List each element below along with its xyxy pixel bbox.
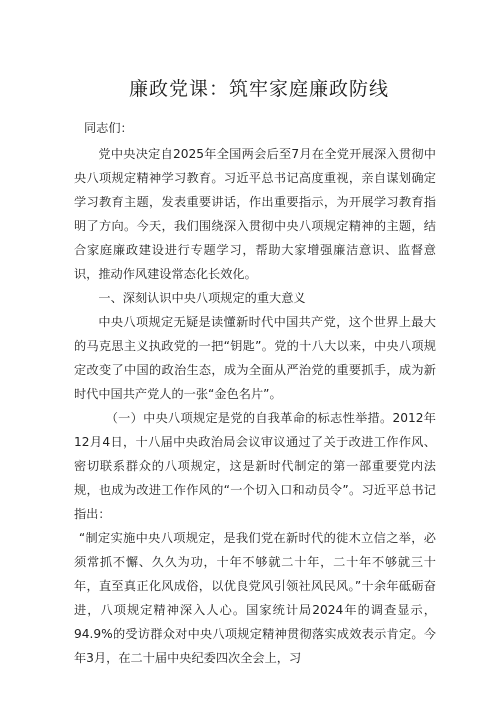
paragraph-quote: “制定实施中央八项规定，是我们党在新时代的徙木立信之举，必须常抓不懈、久久为功，十年不够就二十年，二十年不够就三十年，直至真正化风成俗，以优良党风引领社风民风。”十余年砥砺奋进，八项规定精神深入人心。国家统计局2024年的调查显示，94.9%的受访群众对中央八项规定精神贯彻落实成效表示肯定。今年3月，在二十届中央纪委四次全会上，习: [74, 531, 436, 665]
document-title: 廉政党课：筑牢家庭廉政防线: [128, 78, 389, 100]
section-heading-1: 一、深刻认识中央八项规定的重大意义: [98, 291, 306, 305]
paragraph-intro: 党中央决定自2025年全国两会后至7月在全党开展深入贯彻中央八项规定精神学习教育。习近平总书记高度重视，亲自谋划确定学习教育主题，发表重要讲话，作出重要指示，为开展学习教育指明了方向。今天，我们围绕深入贯彻中央八项规定精神的主题，结合家庭廉政建设进行专题学习，帮助大家增强廉洁意识、监督意识，推动作风建设常态化长效化。: [74, 147, 436, 281]
salutation: 同志们：: [84, 121, 133, 135]
paragraph-subsection-1: （一）中央八项规定是党的自我革命的标志性举措。2012年12月4日，十八届中央政治局会议审议通过了关于改进工作作风、密切联系群众的八项规定，这是新时代制定的第一部重要党内法规，也成为改进工作作风的“一个切入口和动员令”。习近平总书记指出：: [74, 411, 436, 521]
paragraph-significance: 中央八项规定无疑是读懂新时代中国共产党，这个世界上最大的马克思主义执政党的一把“钥匙”。党的十八大以来，中央八项规定改变了中国的政治生态，成为全面从严治党的重要抓手，成为新时代中国共产党人的一张“金色名片”。: [74, 315, 436, 401]
document-body: [74, 116, 436, 670]
